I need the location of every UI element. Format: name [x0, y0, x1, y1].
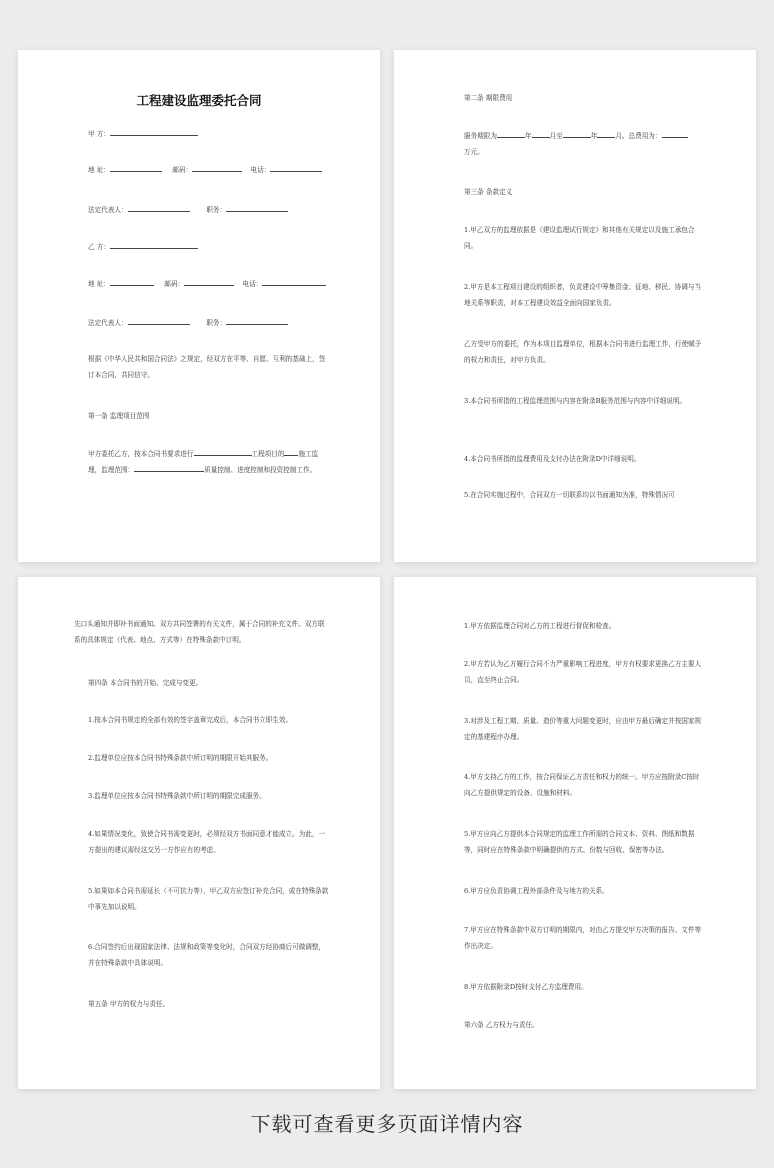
article-2-heading: 第二条 期限费用: [464, 94, 513, 102]
article-4-heading: 第四条 本合同书的开始、完成与变更。: [88, 679, 203, 687]
position-blank: [226, 203, 288, 212]
rep-blank-b: [128, 316, 190, 325]
definition-2: 2.甲方是本工程项目建设的组织者，负责建设中筹集资金、征地、移民、协调与当地关系等职责，对本工程建设效益全面向国家负责。: [464, 283, 702, 307]
clause-4-3: 3.监理单位应按本合同书特殊条款中所订明的期限完成服务。: [88, 792, 266, 800]
total-fee-blank: [662, 129, 688, 138]
fee-unit: 万元。: [464, 148, 484, 156]
postcode-blank: [192, 163, 242, 172]
start-month-blank: [532, 129, 550, 138]
scope-blank: [134, 463, 204, 472]
position-blank-b: [226, 316, 288, 325]
rep-line-b: [88, 315, 330, 331]
article-1-text-part2: 工程项目的: [251, 450, 285, 458]
address-blank-b: [110, 277, 154, 286]
contract-page-4: [394, 577, 756, 1089]
definition-2b: 乙方受甲方的委托，作为本项目监理单位，根据本合同书进行监理工作，行使赋予的权力和责任，对甲方负责。: [464, 340, 702, 364]
contract-page-3: [18, 577, 380, 1089]
right-8: 8.甲方依据附录D按时支付乙方监理费用。: [464, 983, 588, 991]
year-label-1: 年: [524, 132, 532, 140]
right-2: 2.甲方若认为乙方履行合同不力严重影响工程进度，甲方有权要求更换乙方主要人员，直至终止合同。: [464, 660, 702, 684]
definition-3: 3.本合同书所指的工程监理范围与内容在附录B服务范围与内容中详细说明。: [464, 397, 687, 405]
rep-blank: [128, 203, 190, 212]
phone-label-b: 电话：: [242, 280, 263, 288]
article-1-heading: 第一条 监理项目范围: [88, 412, 150, 420]
start-year-blank: [497, 129, 525, 138]
postcode-label-b: 邮码：: [164, 280, 185, 288]
article-3-heading: 第三条 条款定义: [464, 188, 513, 196]
contract-title: 工程建设监理委托合同: [136, 93, 262, 108]
download-more-caption[interactable]: 下载可查看更多页面详情内容: [250, 1112, 524, 1136]
party-a-line: [88, 126, 330, 142]
service-label: 服务期限为: [464, 132, 497, 140]
position-label-b: 职务：: [206, 319, 227, 327]
address-line-a: [88, 162, 330, 178]
rep-label: 法定代表人：: [88, 206, 128, 214]
phone-label: 电话：: [250, 166, 271, 174]
right-3: 3.对涉及工程工期、质量、造价等重大问题变更时，应由甲方最后确定并按国家规定的基建程序办理。: [464, 717, 702, 741]
address-label: 地 址：: [88, 166, 110, 174]
article-1-text-part3: 施工监理，监理范围：: [88, 450, 319, 474]
year-label-2: 年: [590, 132, 598, 140]
month-label-2: 月。总费用为：: [615, 132, 662, 140]
postcode-label: 邮码：: [172, 166, 193, 174]
rep-line-a: [88, 202, 330, 218]
end-year-blank: [563, 129, 591, 138]
contract-page-1: [18, 50, 380, 562]
month-label-1: 月至: [549, 132, 563, 140]
article-5-heading: 第五条 甲方的权力与责任。: [88, 1000, 170, 1008]
party-b-blank: [110, 240, 198, 249]
article-1-text: [88, 446, 330, 478]
continuation-text: 先口头通知并即补书面通知。双方共同签署的有关文件，属于合同的补充文件。双方联系的具体规定（代表、地点、方式等）在特殊条款中订明。: [74, 620, 325, 644]
rep-label-b: 法定代表人：: [88, 319, 128, 327]
phone-blank-b: [262, 277, 326, 286]
party-a-blank: [110, 127, 198, 136]
party-b-label: 乙 方：: [88, 243, 110, 251]
article-1-text-part4: 质量控制、进度控制和投资控制工作。: [204, 466, 317, 474]
end-month-blank: [597, 129, 615, 138]
clause-4-6: 6.合同签约后出现国家法律、法规和政策等变化时，合同双方经协商后可做调整，并在特殊条款中具体说明。: [88, 943, 326, 967]
preamble: 根据《中华人民共和国合同法》之规定，经双方在平等、自愿、互利的基础上，签订本合同，共同信守。: [88, 355, 326, 379]
address-line-b: [88, 276, 330, 292]
article-1-text-part1: 甲方委托乙方，按本合同书要求进行: [88, 450, 194, 458]
address-blank: [110, 163, 162, 172]
contract-page-2: [394, 50, 756, 562]
definition-5: 5.在合同实施过程中，合同双方一切联系均以书面通知为准，特殊情况可: [464, 491, 675, 499]
clause-4-2: 2.监理单位应按本合同书特殊条款中所订明的期限开始其服务。: [88, 754, 273, 762]
project-blank: [194, 447, 252, 456]
address-label-b: 地 址：: [88, 280, 110, 288]
clause-4-1: 1.按本合同书规定的全部有效的签字盖章完成后，本合同书立即生效。: [88, 716, 293, 724]
clause-4-4: 4.如果情况变化，致使合同书需变更时，必须经双方书面同意才能成立。为此，一方提出的建议需经这交另一方作应有的考虑。: [88, 830, 326, 854]
right-4: 4.甲方支持乙方的工作，按合同保证乙方责任和权力的统一。甲方应按附录C按时向乙方提供规定的设备、设施和材料。: [464, 773, 700, 797]
right-1: 1.甲方依据监理合同对乙方的工程进行督促和检查。: [464, 622, 616, 630]
party-b-line: [88, 239, 330, 255]
project-type-blank: [284, 447, 298, 456]
definition-1: 1.甲乙双方的监理依据是《建设监理试行规定》和其他有关规定以及施工承包合同。: [464, 226, 695, 250]
right-6: 6.甲方应负责协调工程外部条件及与地方的关系。: [464, 887, 609, 895]
position-label: 职务：: [206, 206, 227, 214]
right-5: 5.甲方应向乙方提供本合同规定的监理工作所需的合同文本、资料、图纸和数据等，同时应在特殊条款中明确提供的方式、份数与回收、保密等办法。: [464, 830, 695, 854]
service-period: [464, 128, 706, 160]
phone-blank: [270, 163, 322, 172]
clause-4-5: 5.如果如本合同书需延长（不可抗力等），甲乙双方应签订补充合同，或在特殊条款中事先加以说明。: [88, 887, 329, 911]
postcode-blank-b: [184, 277, 234, 286]
definition-4: 4.本合同书所指的监理费用及支付办法在附录D中详细说明。: [464, 455, 641, 463]
article-6-heading: 第六条 乙方权力与责任。: [464, 1021, 539, 1029]
right-7: 7.甲方应在特殊条款中双方订明的期限内，对由乙方提交甲方决策的报告、文件等作出决定。: [464, 926, 702, 950]
party-a-label: 甲 方：: [88, 130, 110, 138]
